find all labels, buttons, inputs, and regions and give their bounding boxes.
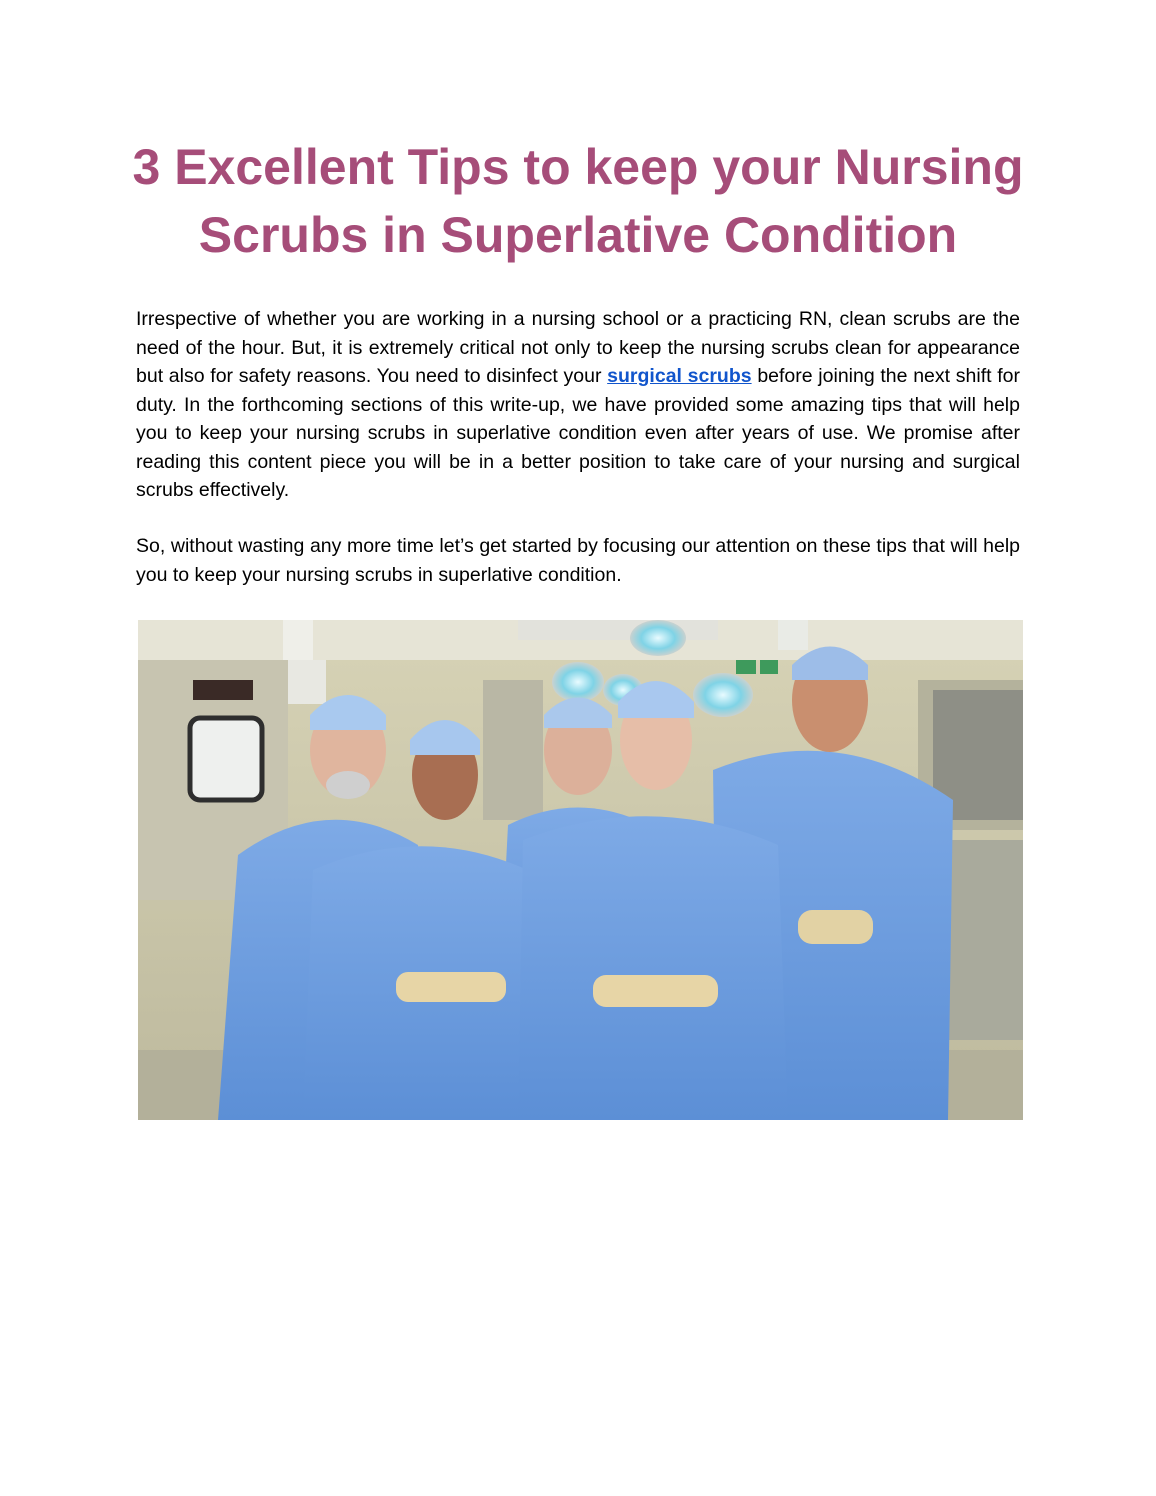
second-paragraph: So, without wasting any more time let’s get started by focusing our attention on these tips that will help you to keep your nursing scrubs in superlative condition. [136, 535, 1020, 586]
intro-text-end: before joining the next shift for duty. In the forthcoming sections of this write-up, we have provided some amazing tips that will help you to keep your nursing scrubs in superlative condition even after years of use. We promise after reading this content piece you will be in a better position to take care of your nursing and surgical scrubs effectively. [136, 365, 1020, 501]
title-line-2: Scrubs in Superlative Condition [198, 207, 958, 263]
surgical-scrubs-link[interactable]: surgical scrubs [607, 365, 752, 387]
intro-paragraph [136, 305, 1020, 505]
intro-text-start: Irrespective of whether you are working in a nursing school or a practicing RN, clean scrubs are the need of the hour. But, it is extremely critical not only to keep the nursing scrubs clean for appearance but also for safety reasons. You need to disinfect your [136, 308, 1020, 387]
title-line-1: 3 Excellent Tips to keep your Nursing [132, 139, 1024, 195]
surgical-team-photo [138, 620, 1023, 1120]
page-title [100, 133, 1056, 269]
